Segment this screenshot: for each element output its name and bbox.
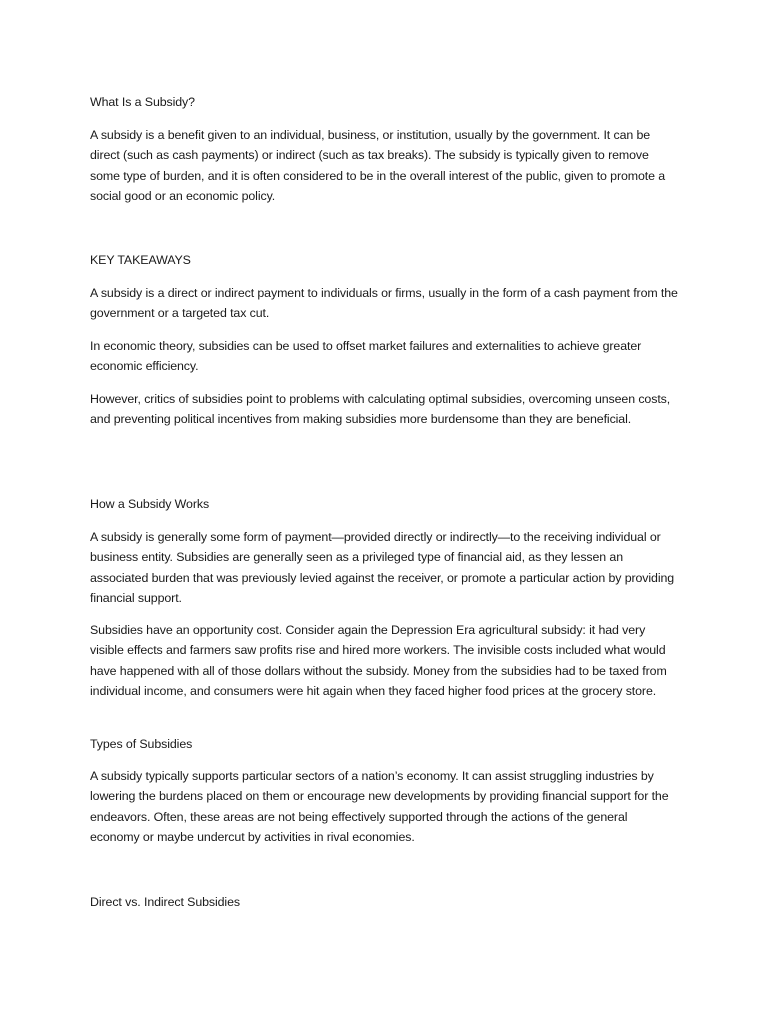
paragraph-how-2: Subsidies have an opportunity cost. Consider again the Depression Era agricultural subsidy: it had very visible effects and farmers saw profits rise and hired more workers. The invisible costs included what would have happened with all of those dollars without the subsidy. Money from the subsidies had to be taxed from individual income, and consumers were hit again when they faced higher food prices at the grocery store. <box>90 623 667 698</box>
paragraph-types: A subsidy typically supports particular sectors of a nation’s economy. It can assist struggling industries by lowering the burdens placed on them or encourage new developments by providing financial support for the endeavors. Often, these areas are not being effectively supported through the actions of the general economy or maybe undercut by activities in rival economies. <box>90 769 669 844</box>
paragraph-how-1: A subsidy is generally some form of payment—provided directly or indirectly—to the receiving individual or business entity. Subsidies are generally seen as a privileged type of financial aid, as they lessen an associated burden that was previously levied against the receiver, or promote a particular action by providing financial support. <box>90 530 675 605</box>
takeaway-item-1: A subsidy is a direct or indirect payment to individuals or firms, usually in the form of a cash payment from the government or a targeted tax cut. <box>90 286 678 321</box>
heading-direct-vs-indirect: Direct vs. Indirect Subsidies <box>90 895 240 909</box>
takeaway-item-3: However, critics of subsidies point to problems with calculating optimal subsidies, overcoming unseen costs, and preventing political incentives from making subsidies more burdensome than they are beneficial. <box>90 392 671 427</box>
takeaway-item-2: In economic theory, subsidies can be used to offset market failures and externalities to achieve greater economic efficiency. <box>90 339 642 374</box>
heading-what-is-a-subsidy: What Is a Subsidy? <box>90 95 195 109</box>
heading-how-a-subsidy-works: How a Subsidy Works <box>90 497 210 511</box>
paragraph-definition: A subsidy is a benefit given to an individual, business, or institution, usually by the government. It can be direct (such as cash payments) or indirect (such as tax breaks). The subsidy is typically given to remove some type of burden, and it is often considered to be in the overall interest of the public, given to promote a social good or an economic policy. <box>90 128 666 203</box>
heading-types-of-subsidies: Types of Subsidies <box>90 737 193 751</box>
heading-key-takeaways: KEY TAKEAWAYS <box>90 253 191 267</box>
